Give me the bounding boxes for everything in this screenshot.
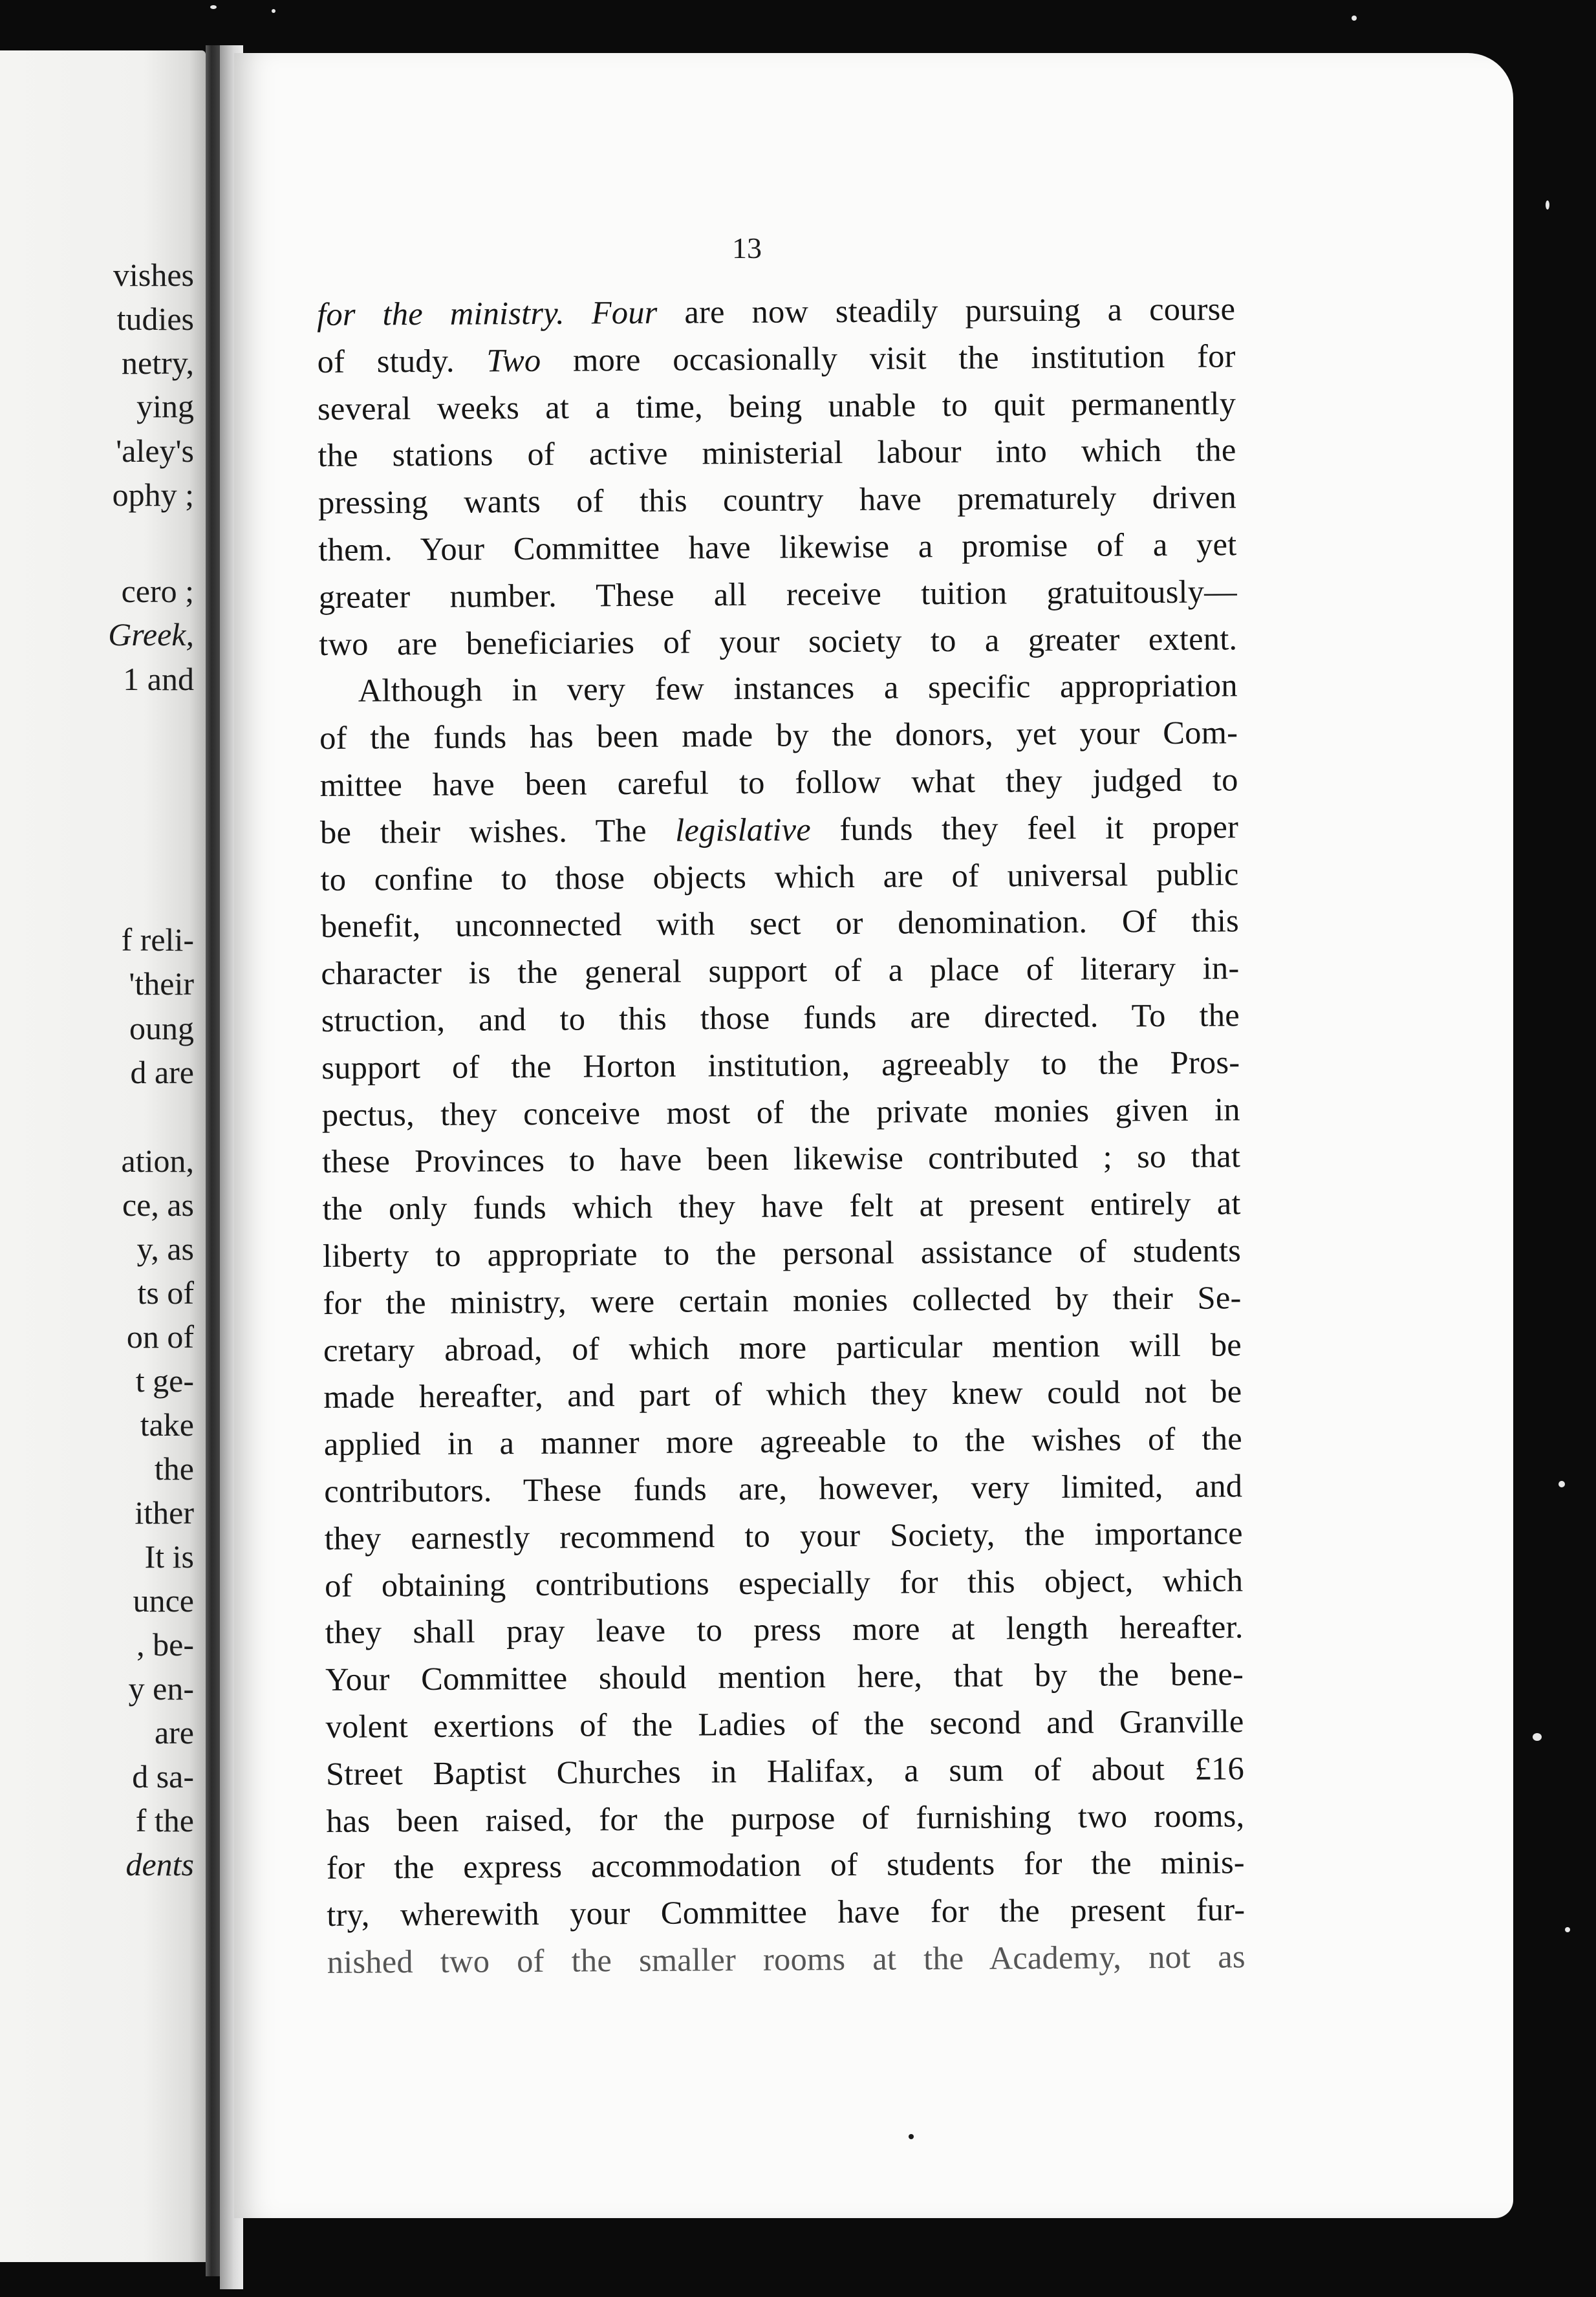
text-span: them. Your Committee have likewise a promise of a yet: [318, 526, 1237, 568]
text-span: cretary abroad, of which more particular mention will be: [323, 1326, 1242, 1368]
text-line: [322, 1136, 1240, 1181]
text-span: greater number. These all receive tuition gratuitously—: [318, 573, 1238, 615]
text-span: liberty to appropriate to the personal assistance of students: [322, 1232, 1242, 1274]
left-page-fragment: , be-: [136, 1626, 194, 1663]
text-span: of the funds has been made by the donors, yet your Com-: [319, 714, 1238, 756]
text-span: pressing wants of this country have prematurely driven: [318, 479, 1237, 521]
left-page-fragment: y, as: [136, 1231, 194, 1267]
left-page-fragment: f the: [135, 1802, 194, 1839]
left-page-fragment: d sa-: [132, 1758, 194, 1795]
text-span: the stations of active ministerial labour into which the: [318, 431, 1236, 473]
text-span: for the express accommodation of students for the minis-: [326, 1844, 1246, 1886]
page-number: 13: [732, 232, 762, 264]
text-span: mittee have been careful to follow what they judged to: [319, 761, 1238, 803]
left-page-fragment: tudies: [116, 301, 194, 337]
italic-text: legislative: [674, 811, 812, 848]
italic-text: for the ministry.: [317, 294, 565, 332]
text-line: [321, 995, 1240, 1041]
left-page-fragment: ying: [136, 388, 194, 424]
text-span: they earnestly recommend to your Society, the importance: [324, 1515, 1243, 1557]
text-span: more occasionally visit the institution for: [541, 338, 1236, 378]
text-span: these Provinces to have been likewise contributed ; so that: [322, 1138, 1241, 1180]
text-line: [321, 900, 1239, 946]
text-line: [320, 854, 1238, 900]
left-page-fragment: d are: [130, 1054, 194, 1090]
text-line: [325, 1560, 1243, 1606]
ink-speck: [909, 2134, 914, 2139]
text-line: [318, 383, 1236, 429]
left-page-fragment: dents: [125, 1846, 194, 1882]
text-span: funds they feel it proper: [810, 808, 1239, 848]
left-page-fragment: take: [140, 1407, 194, 1443]
left-page-fragment: ation,: [121, 1143, 194, 1179]
text-line: [323, 1371, 1242, 1417]
left-page-fragment: 'their: [129, 965, 194, 1002]
text-line: [317, 288, 1235, 334]
left-page-fragment: are: [154, 1714, 194, 1751]
text-span: several weeks at a time, being unable to quit permanently: [317, 385, 1236, 427]
left-page-fragment: 'aley's: [116, 433, 194, 469]
text-line: [321, 947, 1239, 993]
text-line: [358, 665, 1238, 710]
text-line: [325, 1701, 1244, 1747]
left-page-fragment: It is: [144, 1538, 194, 1575]
scan-speck: [1558, 1481, 1565, 1487]
text-span: are now steadily pursuing a course: [657, 290, 1236, 330]
left-page-fragment: ce, as: [122, 1187, 194, 1223]
left-page-fragment: ts of: [137, 1275, 194, 1311]
text-span: has been raised, for the purpose of furnishing two rooms,: [326, 1797, 1245, 1839]
text-line: [322, 1183, 1240, 1229]
text-span: be their wishes. The: [319, 812, 676, 850]
text-line: [318, 429, 1236, 475]
left-facing-page: [0, 50, 206, 2262]
left-page-fragment: ither: [135, 1494, 194, 1531]
text-span: contributors. These funds are, however, very limited, and: [324, 1467, 1243, 1509]
text-line: [326, 1795, 1244, 1841]
text-span: volent exertions of the Ladies of the second and Granville: [325, 1703, 1244, 1745]
text-span: of obtaining contributions especially for this object, which: [325, 1562, 1244, 1604]
italic-text: Four: [591, 294, 658, 331]
scan-speck: [1546, 200, 1549, 210]
left-page-fragment: on of: [126, 1319, 194, 1355]
text-line: [326, 1748, 1244, 1794]
text-line: [325, 1654, 1244, 1699]
text-span: for the ministry, were certain monies collected by their Se-: [323, 1279, 1242, 1321]
text-span: nished two of the smaller rooms at the Academy, not as: [327, 1938, 1246, 1980]
text-line: [325, 1513, 1243, 1558]
scan-speck: [1533, 1733, 1542, 1741]
text-span: two are beneficiaries of your society to a greater extent.: [319, 620, 1238, 662]
text-line: [325, 1606, 1243, 1652]
text-span: try, wherewith your Committee have for the present fur-: [327, 1891, 1246, 1933]
text-span: to confine to those objects which are of universal public: [320, 856, 1239, 898]
text-span: character is the general support of a place of literary in-: [321, 949, 1240, 991]
left-page-fragment: f reli-: [121, 922, 194, 958]
left-page-fragment: netry,: [122, 345, 194, 381]
text-span: support of the Horton institution, agreeably to the Pros-: [321, 1044, 1240, 1086]
text-span: made hereafter, and part of which they knew could not be: [323, 1373, 1242, 1415]
text-span: pectus, they conceive most of the private monies given in: [321, 1091, 1240, 1133]
text-line: [319, 618, 1237, 664]
text-line: [323, 1324, 1242, 1370]
text-line: [324, 1418, 1242, 1464]
text-line: [317, 336, 1235, 382]
left-page-fragment: t ge-: [135, 1363, 194, 1399]
text-span: Street Baptist Churches in Halifax, a sum of about £16: [325, 1750, 1245, 1792]
text-span: Although in very few instances a specific appropriation: [358, 667, 1238, 709]
left-page-fragment: y en-: [128, 1670, 194, 1707]
scan-speck: [272, 9, 275, 13]
text-line: [321, 1042, 1240, 1088]
scan-speck: [1565, 1927, 1570, 1932]
text-line: [318, 477, 1236, 523]
text-line: [319, 759, 1238, 805]
left-page-fragment: unce: [133, 1582, 194, 1619]
book-spine: [206, 45, 220, 2276]
text-line: [327, 1842, 1245, 1888]
text-span: the only funds which they have felt at present entirely at: [322, 1185, 1241, 1227]
text-line: [318, 524, 1236, 570]
scan-speck: [210, 5, 217, 9]
left-page-fragment: ophy ;: [112, 477, 194, 513]
left-page-fragment: 1 and: [123, 661, 194, 697]
text-line: [324, 1465, 1242, 1511]
text-line: [319, 712, 1238, 758]
text-line: [323, 1277, 1241, 1323]
text-line: [323, 1230, 1241, 1276]
left-page-fragment: vishes: [113, 257, 194, 293]
left-page-fragment: the: [154, 1450, 194, 1487]
text-line: [327, 1889, 1245, 1935]
text-span: Your Committee should mention here, that by the bene-: [325, 1655, 1244, 1698]
text-span: benefit, unconnected with sect or denomination. Of this: [320, 902, 1240, 944]
italic-text: Two: [486, 341, 541, 379]
text-span: struction, and to this those funds are directed. To the: [321, 997, 1240, 1039]
scan-speck: [1352, 16, 1357, 21]
left-page-fragment: cero ;: [121, 573, 194, 609]
text-span: they shall pray leave to press more at length hereafter.: [325, 1608, 1244, 1650]
text-line: [320, 806, 1238, 852]
left-page-fragment: Greek,: [108, 616, 194, 652]
text-line: [322, 1089, 1240, 1135]
text-span: [565, 294, 592, 330]
text-span: applied in a manner more agreeable to the wishes of the: [323, 1420, 1243, 1462]
text-line: [319, 571, 1237, 617]
text-span: of study.: [317, 342, 487, 380]
text-line: [327, 1936, 1246, 1982]
left-page-fragment: oung: [129, 1010, 194, 1046]
